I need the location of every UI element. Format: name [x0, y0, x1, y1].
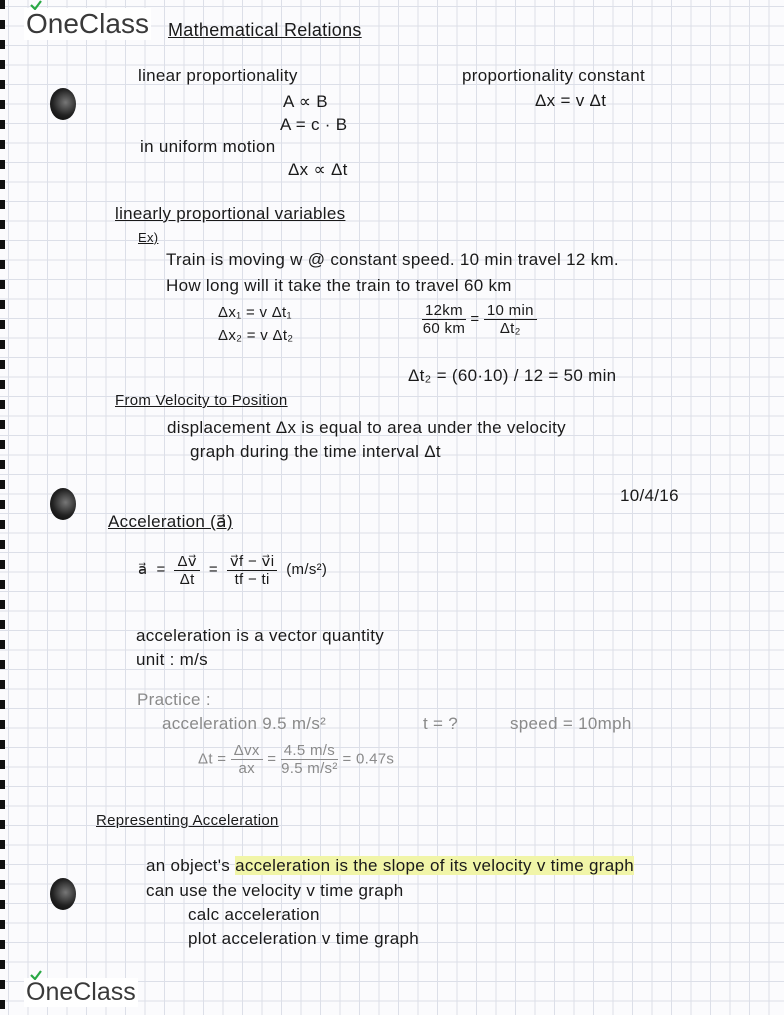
- text-line: displacement Δx is equal to area under the velocity: [167, 418, 566, 437]
- section-heading: From Velocity to Position: [115, 392, 288, 409]
- equals: =: [267, 750, 277, 768]
- fraction-denominator: 9.5 m/s²: [281, 760, 338, 777]
- text-line: acceleration is a vector quantity: [136, 626, 385, 645]
- punch-hole: [50, 488, 76, 520]
- oneclass-logo-bottom: [24, 978, 138, 1007]
- fraction-denominator: 60 km: [422, 320, 466, 337]
- oneclass-logo: [24, 8, 151, 40]
- text-line: calc acceleration: [188, 905, 320, 924]
- practice-formula: [198, 742, 394, 777]
- text: an object's: [146, 856, 236, 875]
- text-line: can use the velocity v time graph: [146, 881, 404, 900]
- lhs: Δt =: [198, 750, 227, 768]
- text-line: acceleration 9.5 m/s²: [162, 714, 327, 733]
- logo-text: OneClass: [26, 8, 149, 39]
- constant-heading: proportionality constant: [462, 66, 645, 85]
- highlighted-text: acceleration is the slope of its velocity v time graph: [235, 856, 634, 875]
- section-heading: Acceleration (a⃗): [108, 512, 233, 531]
- fraction-numerator: 4.5 m/s: [281, 742, 338, 760]
- date: 10/4/16: [620, 486, 679, 505]
- practice-heading: Practice :: [137, 690, 211, 709]
- ratio-equation: [422, 302, 537, 337]
- units: (m/s²): [286, 560, 328, 578]
- punch-hole: [50, 88, 76, 120]
- formula: Δx = v Δt: [535, 91, 607, 110]
- text-line: unit : m/s: [136, 650, 208, 669]
- text-line: Train is moving w @ constant speed. 10 min travel 12 km.: [166, 250, 619, 269]
- result: = 0.47s: [342, 750, 395, 768]
- equals: =: [156, 560, 166, 578]
- logo-text: OneClass: [26, 978, 136, 1006]
- symbol: a⃗: [138, 560, 148, 578]
- example-label: Ex): [138, 230, 159, 245]
- formula: Δx₂ = v Δt₂: [218, 327, 294, 344]
- text-line: graph during the time interval Δt: [190, 442, 441, 461]
- section-heading: linearly proportional variables: [115, 204, 346, 223]
- fraction-numerator: 10 min: [484, 302, 537, 320]
- text-line: plot acceleration v time graph: [188, 929, 420, 948]
- formula: Δx₁ = v Δt₁: [218, 304, 292, 321]
- fraction-denominator: ax: [238, 760, 255, 777]
- formula: Δx ∝ Δt: [288, 160, 348, 179]
- acceleration-formula: [138, 552, 327, 588]
- section-heading: Representing Acceleration: [96, 812, 279, 829]
- fraction-denominator: Δt: [179, 571, 195, 588]
- formula: A ∝ B: [283, 92, 328, 111]
- equals: =: [208, 560, 218, 578]
- formula: A = c · B: [280, 115, 348, 134]
- fraction-denominator: Δt₂: [499, 320, 521, 337]
- notebook-spiral: [0, 0, 5, 1015]
- linear-heading: linear proportionality: [138, 66, 298, 85]
- text-line: How long will it take the train to travel 60 km: [166, 276, 512, 295]
- punch-hole: [50, 878, 76, 910]
- text-line: in uniform motion: [140, 137, 276, 156]
- text-line: t = ?: [423, 714, 459, 733]
- text-line: [146, 856, 634, 876]
- result: Δt₂ = (60·10) / 12 = 50 min: [408, 366, 617, 385]
- leaf-icon: [30, 0, 42, 10]
- text-line: speed = 10mph: [510, 714, 632, 733]
- leaf-icon: [30, 970, 42, 980]
- page-title: Mathematical Relations: [168, 20, 362, 40]
- fraction-numerator: v⃗f − v⃗i: [227, 552, 277, 571]
- fraction-numerator: Δv⃗: [174, 552, 200, 571]
- equals: =: [470, 310, 480, 328]
- fraction-denominator: tf − ti: [234, 571, 270, 588]
- fraction-numerator: Δvx: [231, 742, 263, 760]
- fraction-numerator: 12km: [422, 302, 466, 320]
